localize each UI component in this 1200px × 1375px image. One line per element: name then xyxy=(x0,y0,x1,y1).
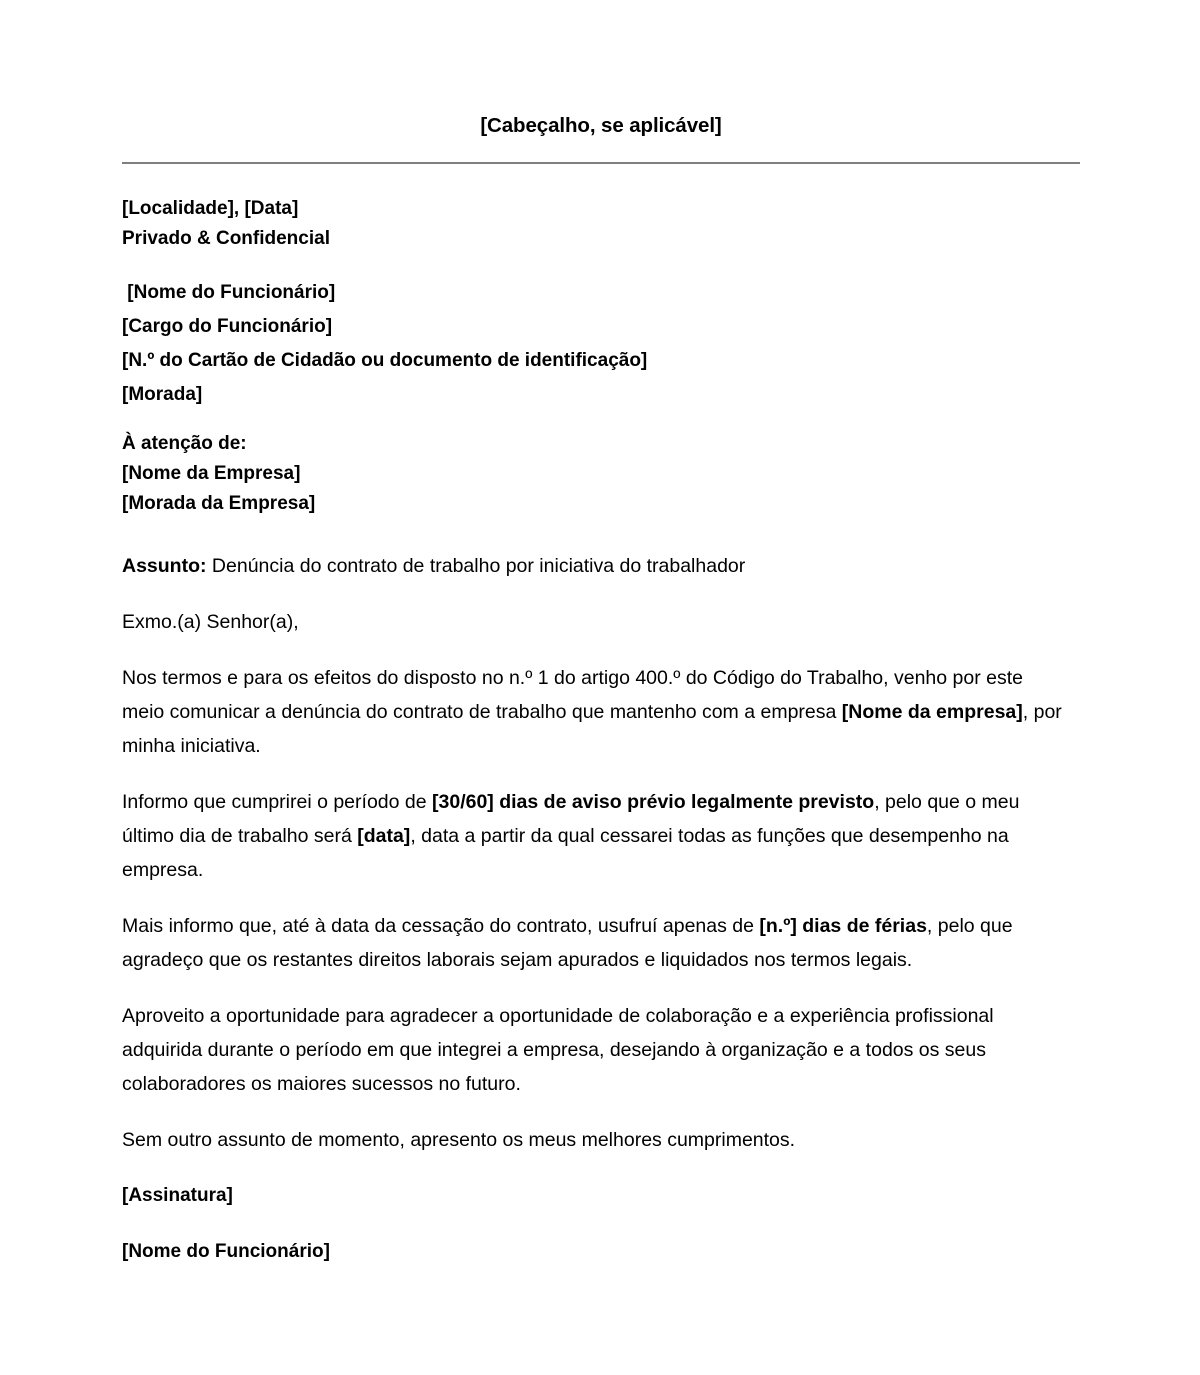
body-paragraph xyxy=(122,1123,1070,1157)
body-paragraph xyxy=(122,909,1070,977)
placeholder-field: [data] xyxy=(357,825,411,847)
placeholder-field: [n.º] dias de férias xyxy=(759,915,927,937)
body-paragraph xyxy=(122,999,1070,1101)
employee-address-line: [Morada] xyxy=(122,384,203,405)
paragraph-text: Mais informo que, até à data da cessação do contrato, usufruí apenas de xyxy=(122,915,760,937)
employee-id-document-line: [N.º do Cartão de Cidadão ou documento de identificação] xyxy=(122,350,648,371)
spacer xyxy=(122,583,1080,605)
spacer xyxy=(122,977,1080,999)
subject-text: Denúncia do contrato de trabalho por iniciativa do trabalhador xyxy=(206,555,746,577)
confidentiality-line: Privado & Confidencial xyxy=(122,228,330,249)
spacer xyxy=(122,639,1080,661)
signature-placeholder: [Assinatura] xyxy=(122,1185,233,1206)
subject-line xyxy=(122,549,1070,583)
employee-role-line: [Cargo do Funcionário] xyxy=(122,316,333,337)
signature-employee-name: [Nome do Funcionário] xyxy=(122,1241,330,1262)
attention-label: À atenção de: xyxy=(122,433,247,454)
locality-date-line: [Localidade], [Data] xyxy=(122,198,299,219)
subject-label: Assunto: xyxy=(122,555,207,577)
page-title: [Cabeçalho, se aplicável] xyxy=(480,114,722,137)
placeholder-field: [30/60] dias de aviso prévio legalmente previsto xyxy=(432,791,875,813)
spacer xyxy=(122,1213,1080,1235)
body-paragraphs xyxy=(122,661,1080,1157)
company-name-line: [Nome da Empresa] xyxy=(122,463,301,484)
company-address-line: [Morada da Empresa] xyxy=(122,493,316,514)
spacer xyxy=(122,1101,1080,1123)
spacer xyxy=(122,164,1080,194)
paragraph-text: Nos termos e para os efeitos do disposto no n.º 1 do artigo 400.º do Código do Trabalho, venho por este meio comunicar a denúncia do contrato de trabalho que mantenho com a empresa xyxy=(122,667,1023,723)
document-content xyxy=(122,0,1080,1269)
spacer xyxy=(122,763,1080,785)
body-paragraph xyxy=(122,785,1070,887)
paragraph-text: , data a partir da qual cessarei todas as funções que desempenho na empresa. xyxy=(122,825,1009,881)
employee-name-line: [Nome do Funcionário] xyxy=(122,282,336,303)
date-block xyxy=(122,194,1080,254)
paragraph-text: , pelo que agradeço que os restantes direitos laborais sejam apurados e liquidados nos termos legais. xyxy=(122,915,1013,971)
spacer xyxy=(122,254,1080,276)
paragraph-text: Informo que cumprirei o período de xyxy=(122,791,433,813)
employee-address-block xyxy=(122,276,1080,412)
paragraph-text: Sem outro assunto de momento, apresento os meus melhores cumprimentos. xyxy=(122,1129,796,1151)
spacer xyxy=(122,887,1080,909)
paragraph-text: , pelo que o meu último dia de trabalho será xyxy=(122,791,1020,847)
paragraph-text: , por minha iniciativa. xyxy=(122,701,1062,757)
company-address-block xyxy=(122,429,1080,519)
paragraph-text: Aproveito a oportunidade para agradecer a oportunidade de colaboração e a experiência profissional adquirida durante o período em que integrei a empresa, desejando à organização e a todos os seus colaboradores os maiores sucessos no futuro. xyxy=(122,1005,994,1095)
spacer xyxy=(122,519,1080,549)
spacer xyxy=(122,412,1080,429)
salutation: Exmo.(a) Senhor(a), xyxy=(122,611,299,633)
placeholder-field: [Nome da empresa] xyxy=(841,701,1023,723)
spacer xyxy=(122,1157,1080,1179)
body-paragraph xyxy=(122,661,1070,763)
